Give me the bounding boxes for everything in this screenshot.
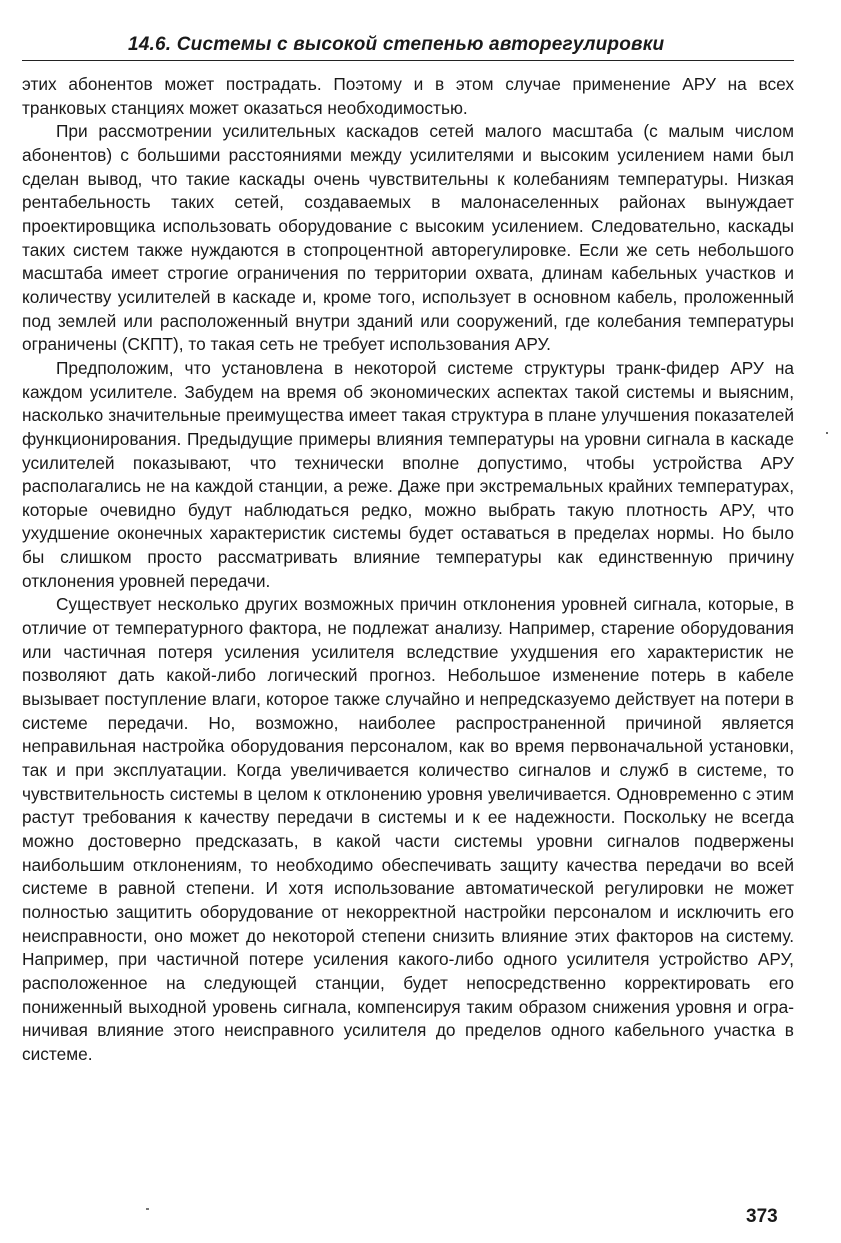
scan-speck [146, 1208, 149, 1210]
running-header: 14.6. Системы с высокой степенью авторегулировки [128, 34, 665, 55]
scan-speck [826, 432, 828, 434]
paragraph: При рассмотрении усилительных каскадов сетей малого масштаба (с малым числом абонентов) с большими расстояниями между усилителями и высоким усилением нами был сделан вывод, что такие каскады очень чувствительны к колебаниям температуры. Низкая рентабельность таких сетей, создаваемых в малонаселенных районах вынуждает проектировщика использовать оборудование с высоким усилением. Следовательно, каскады таких систем также нуждаются в стопроцентной авторегулировке. Если же сеть небольшого масштаба имеет строгие ограничения по территории охвата, длинам кабельных участков и количеству усилителей в каскаде и, кроме того, использует в основном кабель, проложенный под землей или расположенный внутри зданий или сооружений, где колебания температуры ограничены (СКПТ), то такая сеть не требует использования АРУ. [22, 121, 794, 355]
body-text [22, 73, 794, 1067]
paragraph: Существует несколько других возможных причин отклонения уровней сигнала, которые, в отличие от температурного фактора, не подлежат анализу. Например, старение оборудования или частичная потеря усиления усилителя вследствие ухудшения его характеристик не позволяют дать какой-либо логический прогноз. Небольшое изменение потерь в кабеле вызывает поступление влаги, которое также случайно и непредсказуемо действует на потери в системе передачи. Но, возможно, наиболее распространенной причиной является неправильная настройка оборудования персоналом, как во время первоначальной установки, так и при эксплуатации. Когда увеличивается количество сигналов и служб в системе, то чувствительность системы в целом к отклонению уровня увеличивается. Одновременно с этим растут требования к качеству передачи в системы и к ее надежности. Поскольку не всегда можно достоверно предсказать, в какой части системы уровни сигналов подвержены наибольшим отклонениям, то необходимо обеспечивать защиту качества передачи во всей системе в равной степени. И хотя использование автоматической регулировки не может полностью защитить оборудование от некорректной настройки персоналом и исключить его неисправности, оно может до некоторой степени снизить влияние этих факторов на систему. Например, при частичной потере усиления какого-либо одного усилителя устройство АРУ, расположенное на следующей станции, будет непосредственно корректировать его пониженный выходной уровень сигнала, компенсируя таким образом снижения уровня и ограничивая влияние этого неисправного усилителя до пределов одного кабельного участка в системе. [22, 594, 794, 1064]
header-rule [22, 60, 794, 61]
paragraph-continuation: этих абонентов может пострадать. Поэтому и в этом случае применение АРУ на всех транковых станциях может оказаться необходимостью. [22, 74, 794, 118]
paragraph: Предположим, что установлена в некоторой системе структуры транк-фидер АРУ на каждом усилителе. Забудем на время об экономических аспектах такой системы и выясним, насколько значительные преимущества имеет такая структура в плане улучшения показателей функционирования. Предыдущие примеры влияния температуры на уровни сигнала в каскаде усилителей показывают, что технически вполне допустимо, чтобы устройства АРУ располагались не на каждой станции, а реже. Даже при экстремальных крайних температурах, которые очевидно будут наблюдаться редко, можно выбрать такую плотность АРУ, что ухудшение оконечных характеристик системы будет оставаться в пределах нормы. Но было бы слишком просто рассматривать влияние температуры как единственную причину отклонения уровней передачи. [22, 357, 794, 591]
page-number: 373 [746, 1206, 778, 1227]
